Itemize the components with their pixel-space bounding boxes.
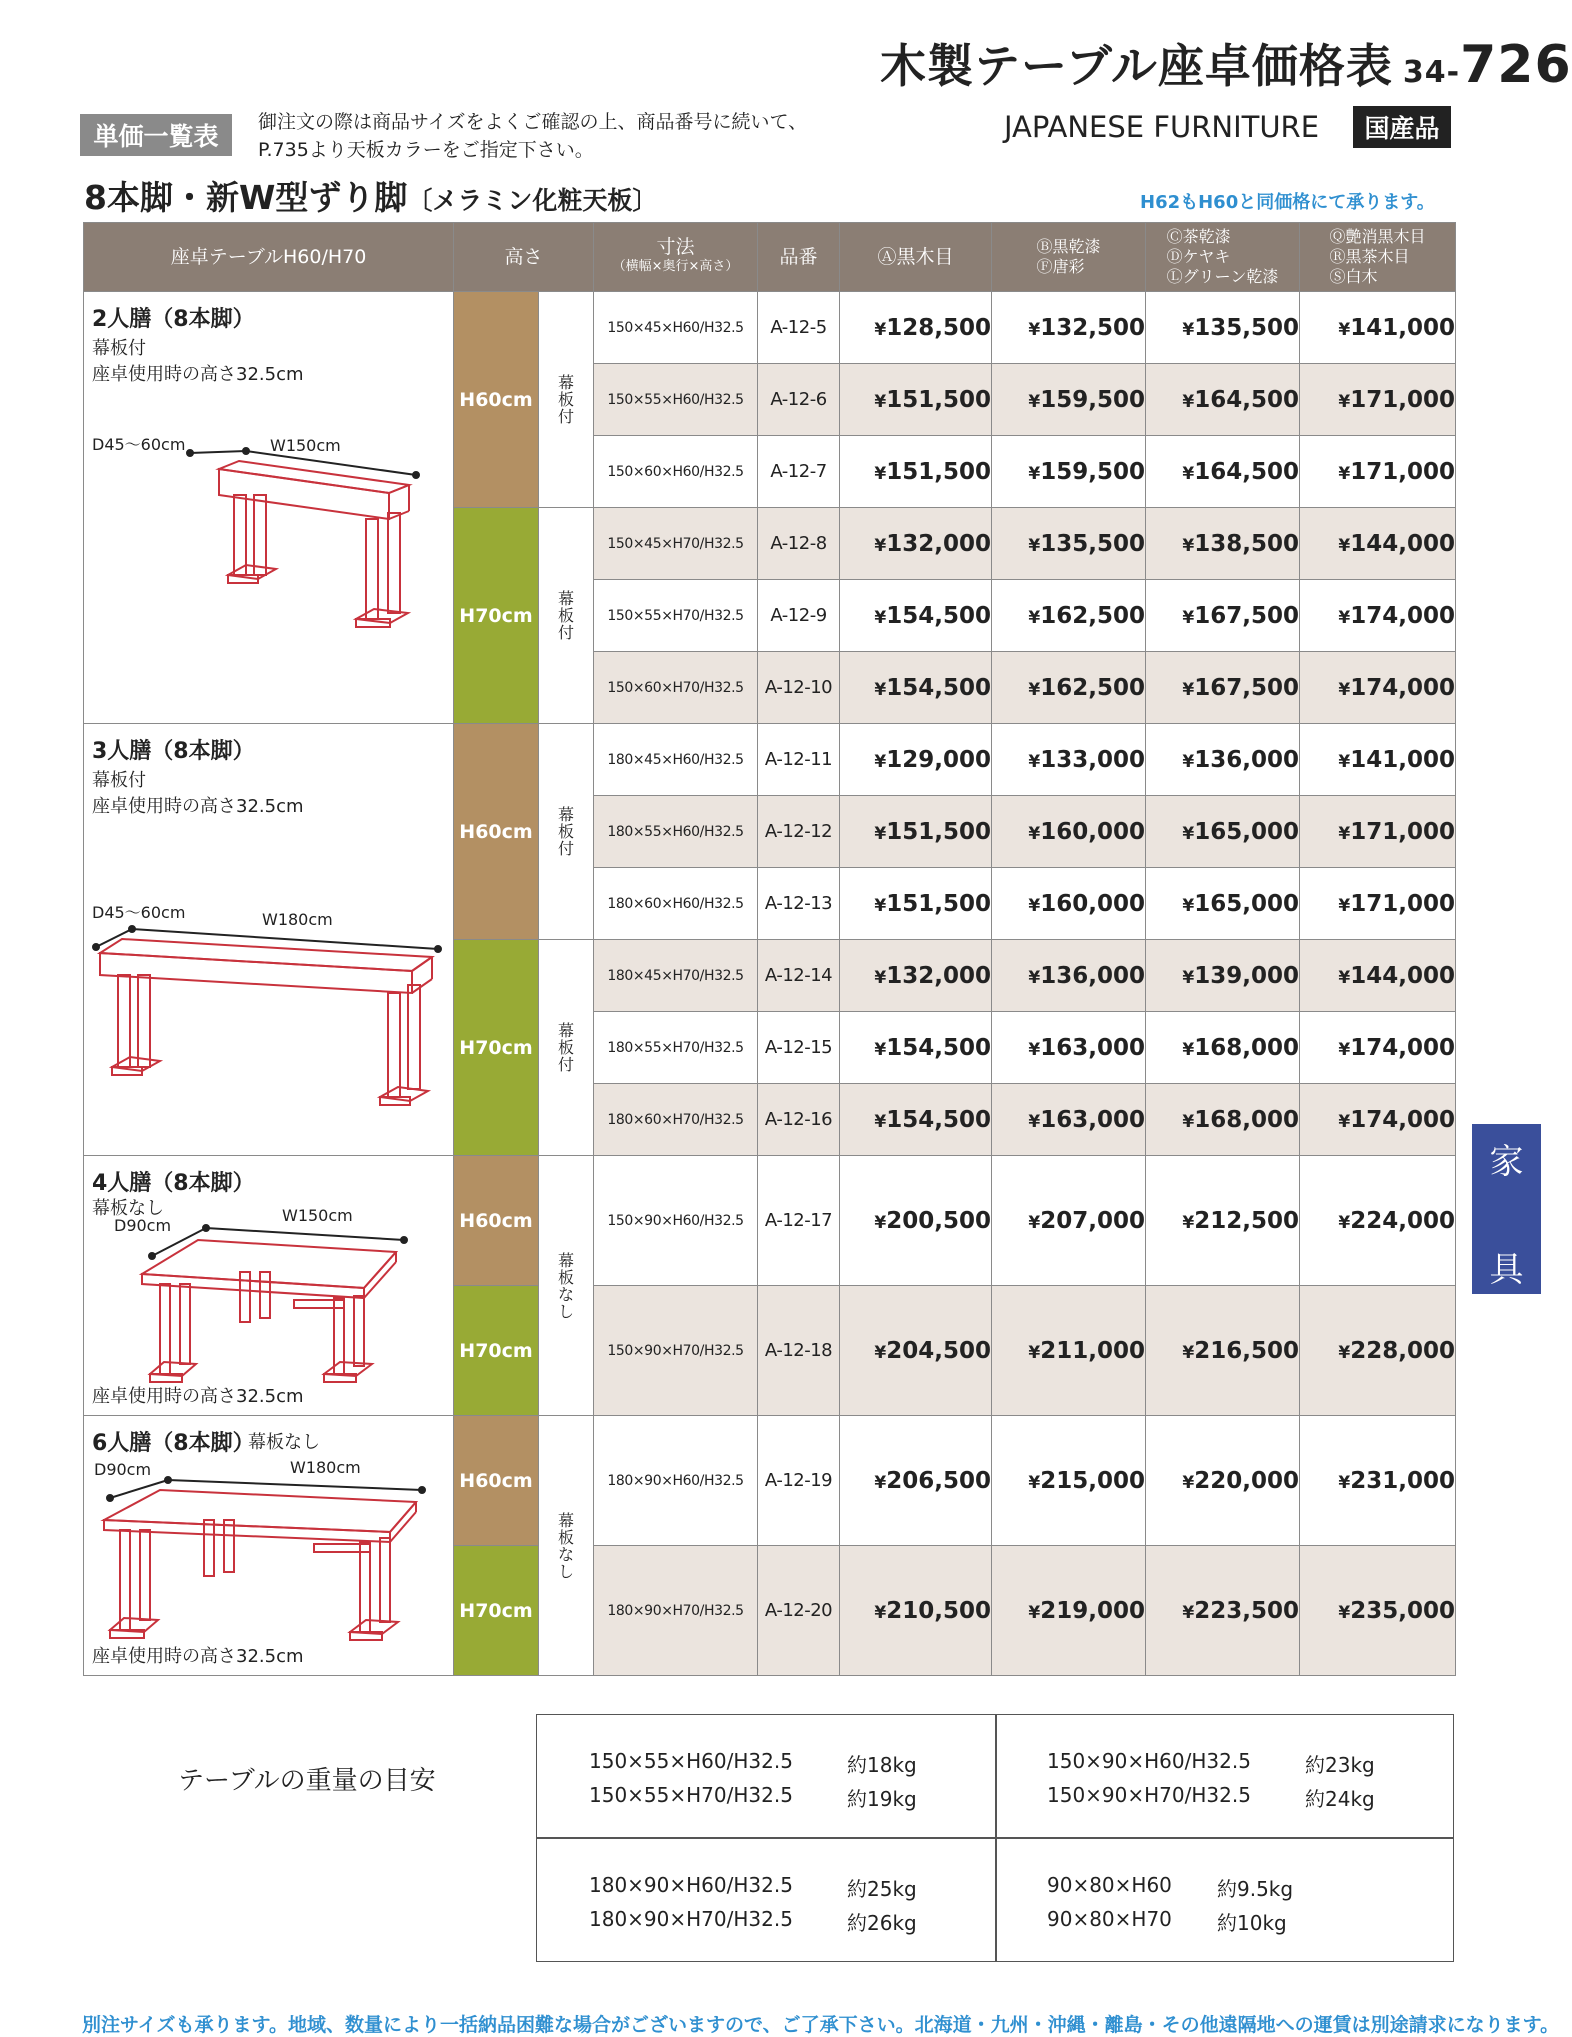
h62-note: H62もH60と同価格にて承ります。 bbox=[1140, 192, 1435, 213]
code-cell: A-12-10 bbox=[758, 652, 840, 724]
size-cell: 150×90×H70/H32.5 bbox=[594, 1286, 758, 1416]
price-q: ¥171,000 bbox=[1300, 796, 1456, 868]
code-cell: A-12-18 bbox=[758, 1286, 840, 1416]
header-color-a: Ⓐ黒木目 bbox=[840, 223, 992, 292]
price-c: ¥164,500 bbox=[1146, 364, 1300, 436]
header-table: 座卓テーブルH60/H70 bbox=[84, 223, 454, 292]
price-a: ¥151,500 bbox=[840, 364, 992, 436]
weight-kg: 約23kg bbox=[1305, 1753, 1375, 1777]
price-a: ¥200,500 bbox=[840, 1156, 992, 1286]
price-q: ¥141,000 bbox=[1300, 724, 1456, 796]
price-a: ¥204,500 bbox=[840, 1286, 992, 1416]
price-b: ¥159,500 bbox=[992, 364, 1146, 436]
header-color-b-1: Ⓑ黒乾漆 bbox=[1036, 237, 1101, 256]
price-list-badge: 単価一覧表 bbox=[80, 114, 232, 156]
size-cell: 150×60×H70/H32.5 bbox=[594, 652, 758, 724]
weight-item: 180×90×H70/H32.5 bbox=[589, 1907, 793, 1931]
price-q: ¥174,000 bbox=[1300, 1084, 1456, 1156]
dim-depth: D90cm bbox=[114, 1216, 172, 1235]
dim-width: W150cm bbox=[282, 1206, 353, 1225]
makuita-text: 幕板付 bbox=[558, 373, 575, 426]
size-cell: 180×90×H70/H32.5 bbox=[594, 1546, 758, 1676]
code-cell: A-12-20 bbox=[758, 1546, 840, 1676]
furniture-side-tab bbox=[1472, 1124, 1541, 1294]
group-6person bbox=[84, 1416, 454, 1676]
table-header-row bbox=[84, 223, 1456, 292]
category-label: JAPANESE FURNITURE bbox=[1004, 110, 1320, 144]
price-q: ¥144,000 bbox=[1300, 508, 1456, 580]
header-color-c-1: Ⓒ茶乾漆 bbox=[1166, 227, 1231, 246]
makuita-label bbox=[539, 1416, 594, 1676]
group-line2: 座卓使用時の高さ32.5cm bbox=[92, 1646, 304, 1667]
group-line2: 座卓使用時の高さ32.5cm bbox=[92, 1386, 304, 1407]
makuita-text: 幕板なし bbox=[558, 1510, 575, 1581]
price-q: ¥174,000 bbox=[1300, 652, 1456, 724]
height-h70: H70cm bbox=[454, 1546, 539, 1676]
weight-item: 150×90×H70/H32.5 bbox=[1047, 1783, 1251, 1807]
title-text: 木製テーブル座卓価格表 bbox=[880, 39, 1393, 93]
weight-kg: 約9.5kg bbox=[1217, 1877, 1294, 1901]
dim-depth: D45～60cm bbox=[92, 903, 186, 922]
price-c: ¥139,000 bbox=[1146, 940, 1300, 1012]
price-a: ¥151,500 bbox=[840, 796, 992, 868]
size-cell: 150×90×H60/H32.5 bbox=[594, 1156, 758, 1286]
code-cell: A-12-7 bbox=[758, 436, 840, 508]
group-line1: 幕板付 bbox=[92, 338, 146, 359]
weight-item: 150×55×H60/H32.5 bbox=[589, 1749, 793, 1773]
table-diagram-4person bbox=[134, 1216, 454, 1386]
price-c: ¥216,500 bbox=[1146, 1286, 1300, 1416]
makuita-text: 幕板付 bbox=[558, 1021, 575, 1074]
price-q: ¥171,000 bbox=[1300, 868, 1456, 940]
code-cell: A-12-16 bbox=[758, 1084, 840, 1156]
dim-width: W180cm bbox=[262, 910, 333, 929]
code-cell: A-12-14 bbox=[758, 940, 840, 1012]
price-a: ¥154,500 bbox=[840, 1012, 992, 1084]
header-color-b bbox=[992, 223, 1146, 292]
weight-item: 150×55×H70/H32.5 bbox=[589, 1783, 793, 1807]
price-b: ¥211,000 bbox=[992, 1286, 1146, 1416]
header-size bbox=[594, 223, 758, 292]
price-c: ¥136,000 bbox=[1146, 724, 1300, 796]
price-b: ¥135,500 bbox=[992, 508, 1146, 580]
price-q: ¥235,000 bbox=[1300, 1546, 1456, 1676]
price-c: ¥138,500 bbox=[1146, 508, 1300, 580]
header-color-q-2: Ⓡ黒茶木目 bbox=[1329, 247, 1410, 266]
group-line2: 座卓使用時の高さ32.5cm bbox=[92, 364, 304, 385]
size-cell: 180×45×H70/H32.5 bbox=[594, 940, 758, 1012]
code-cell: A-12-5 bbox=[758, 292, 840, 364]
code-cell: A-12-8 bbox=[758, 508, 840, 580]
weight-kg: 約25kg bbox=[847, 1877, 917, 1901]
table-diagram-3person bbox=[88, 919, 448, 1159]
code-cell: A-12-9 bbox=[758, 580, 840, 652]
price-b: ¥162,500 bbox=[992, 652, 1146, 724]
price-b: ¥133,000 bbox=[992, 724, 1146, 796]
weight-item: 90×80×H60 bbox=[1047, 1873, 1172, 1897]
dim-width: W150cm bbox=[270, 436, 341, 455]
price-table bbox=[83, 222, 1456, 1676]
table-diagram-6person bbox=[104, 1470, 454, 1650]
footer-note: 別注サイズも承ります。地域、数量により一括納品困難な場合がございますので、ご了承下さい。北海道・九州・沖縄・離島・その他遠隔地への運賃は別途請求になります。 bbox=[82, 2014, 1560, 2036]
order-notice bbox=[258, 108, 807, 164]
height-h70: H70cm bbox=[454, 1286, 539, 1416]
makuita-label bbox=[539, 292, 594, 508]
price-q: ¥171,000 bbox=[1300, 436, 1456, 508]
group-2person bbox=[84, 292, 454, 724]
price-b: ¥207,000 bbox=[992, 1156, 1146, 1286]
group-name: 6人膳（8本脚） bbox=[92, 1431, 255, 1456]
makuita-text: 幕板付 bbox=[558, 589, 575, 642]
origin-badge: 国産品 bbox=[1353, 106, 1451, 148]
price-a: ¥154,500 bbox=[840, 1084, 992, 1156]
price-a: ¥132,000 bbox=[840, 940, 992, 1012]
price-q: ¥174,000 bbox=[1300, 1012, 1456, 1084]
price-a: ¥151,500 bbox=[840, 868, 992, 940]
price-q: ¥228,000 bbox=[1300, 1286, 1456, 1416]
header-color-c-2: Ⓓケヤキ bbox=[1166, 247, 1231, 266]
weight-item: 150×90×H60/H32.5 bbox=[1047, 1749, 1251, 1773]
header-color-q-3: Ⓢ白木 bbox=[1329, 267, 1378, 286]
price-a: ¥210,500 bbox=[840, 1546, 992, 1676]
notice-line-1: 御注文の際は商品サイズをよくご確認の上、商品番号に続いて、 bbox=[258, 111, 808, 133]
dim-depth: D90cm bbox=[94, 1460, 152, 1479]
group-name: 2人膳（8本脚） bbox=[92, 307, 255, 332]
height-h60: H60cm bbox=[454, 724, 539, 940]
header-color-q-1: Ⓠ艶消黒木目 bbox=[1329, 227, 1426, 246]
header-color-q bbox=[1300, 223, 1456, 292]
table-row bbox=[84, 724, 1456, 796]
price-c: ¥165,000 bbox=[1146, 796, 1300, 868]
section-heading-main: 8本脚・新W型ずり脚 bbox=[84, 178, 408, 217]
price-c: ¥135,500 bbox=[1146, 292, 1300, 364]
side-tab-char-2: 具 bbox=[1489, 1250, 1524, 1290]
header-color-b-2: Ⓕ唐彩 bbox=[1036, 257, 1085, 276]
table-row bbox=[84, 292, 1456, 364]
size-cell: 180×55×H70/H32.5 bbox=[594, 1012, 758, 1084]
price-b: ¥163,000 bbox=[992, 1012, 1146, 1084]
code-cell: A-12-11 bbox=[758, 724, 840, 796]
price-c: ¥220,000 bbox=[1146, 1416, 1300, 1546]
header-code: 品番 bbox=[758, 223, 840, 292]
price-a: ¥128,500 bbox=[840, 292, 992, 364]
price-a: ¥154,500 bbox=[840, 580, 992, 652]
price-q: ¥231,000 bbox=[1300, 1416, 1456, 1546]
price-c: ¥168,000 bbox=[1146, 1084, 1300, 1156]
makuita-label bbox=[539, 1156, 594, 1416]
price-b: ¥160,000 bbox=[992, 796, 1146, 868]
dim-width: W180cm bbox=[290, 1458, 361, 1477]
price-q: ¥174,000 bbox=[1300, 580, 1456, 652]
price-c: ¥168,000 bbox=[1146, 1012, 1300, 1084]
section-heading-sub: 〔メラミン化粧天板〕 bbox=[407, 186, 658, 215]
price-b: ¥160,000 bbox=[992, 868, 1146, 940]
height-h60: H60cm bbox=[454, 292, 539, 508]
section-heading bbox=[84, 172, 657, 219]
makuita-text: 幕板なし bbox=[558, 1250, 575, 1321]
group-line1: 幕板なし bbox=[248, 1432, 320, 1453]
price-b: ¥136,000 bbox=[992, 940, 1146, 1012]
weight-item: 180×90×H60/H32.5 bbox=[589, 1873, 793, 1897]
price-b: ¥215,000 bbox=[992, 1416, 1146, 1546]
price-q: ¥141,000 bbox=[1300, 292, 1456, 364]
price-q: ¥144,000 bbox=[1300, 940, 1456, 1012]
height-h60: H60cm bbox=[454, 1416, 539, 1546]
price-a: ¥129,000 bbox=[840, 724, 992, 796]
size-cell: 150×55×H70/H32.5 bbox=[594, 580, 758, 652]
group-name: 4人膳（8本脚） bbox=[92, 1171, 255, 1196]
code-cell: A-12-19 bbox=[758, 1416, 840, 1546]
weight-box-divider-h bbox=[537, 1837, 1453, 1839]
price-b: ¥162,500 bbox=[992, 580, 1146, 652]
price-c: ¥212,500 bbox=[1146, 1156, 1300, 1286]
weight-item: 90×80×H70 bbox=[1047, 1907, 1172, 1931]
price-a: ¥206,500 bbox=[840, 1416, 992, 1546]
weight-kg: 約24kg bbox=[1305, 1787, 1375, 1811]
height-h70: H70cm bbox=[454, 940, 539, 1156]
group-line1: 幕板付 bbox=[92, 770, 146, 791]
size-cell: 180×60×H60/H32.5 bbox=[594, 868, 758, 940]
price-q: ¥171,000 bbox=[1300, 364, 1456, 436]
height-h70: H70cm bbox=[454, 508, 539, 724]
group-3person bbox=[84, 724, 454, 1156]
code-cell: A-12-17 bbox=[758, 1156, 840, 1286]
size-cell: 180×55×H60/H32.5 bbox=[594, 796, 758, 868]
makuita-label bbox=[539, 724, 594, 940]
code-cell: A-12-12 bbox=[758, 796, 840, 868]
header-color-c bbox=[1146, 223, 1300, 292]
group-4person bbox=[84, 1156, 454, 1416]
price-a: ¥154,500 bbox=[840, 652, 992, 724]
price-c: ¥167,500 bbox=[1146, 580, 1300, 652]
size-cell: 150×60×H60/H32.5 bbox=[594, 436, 758, 508]
weight-label: テーブルの重量の目安 bbox=[178, 1766, 436, 1796]
makuita-text: 幕板付 bbox=[558, 805, 575, 858]
price-a: ¥132,000 bbox=[840, 508, 992, 580]
price-q: ¥224,000 bbox=[1300, 1156, 1456, 1286]
table-row bbox=[84, 1156, 1456, 1286]
makuita-label bbox=[539, 940, 594, 1156]
table-row bbox=[84, 1416, 1456, 1546]
weight-box bbox=[536, 1714, 1454, 1962]
group-line2: 座卓使用時の高さ32.5cm bbox=[92, 796, 304, 817]
size-cell: 150×55×H60/H32.5 bbox=[594, 364, 758, 436]
size-cell: 150×45×H70/H32.5 bbox=[594, 508, 758, 580]
side-tab-char-1: 家 bbox=[1489, 1142, 1524, 1182]
price-a: ¥151,500 bbox=[840, 436, 992, 508]
header-size-main: 寸法 bbox=[656, 236, 695, 258]
price-c: ¥223,500 bbox=[1146, 1546, 1300, 1676]
makuita-label bbox=[539, 508, 594, 724]
table-diagram-2person bbox=[134, 447, 434, 762]
size-cell: 150×45×H60/H32.5 bbox=[594, 292, 758, 364]
weight-kg: 約19kg bbox=[847, 1787, 917, 1811]
group-line1: 幕板なし bbox=[92, 1198, 164, 1219]
page-prefix: 34- bbox=[1402, 55, 1461, 90]
price-b: ¥163,000 bbox=[992, 1084, 1146, 1156]
size-cell: 180×90×H60/H32.5 bbox=[594, 1416, 758, 1546]
notice-line-2: P.735より天板カラーをご指定下さい。 bbox=[258, 139, 594, 161]
weight-kg: 約10kg bbox=[1217, 1911, 1287, 1935]
page-title bbox=[880, 30, 1572, 96]
height-h60: H60cm bbox=[454, 1156, 539, 1286]
price-c: ¥164,500 bbox=[1146, 436, 1300, 508]
weight-kg: 約26kg bbox=[847, 1911, 917, 1935]
code-cell: A-12-6 bbox=[758, 364, 840, 436]
size-cell: 180×45×H60/H32.5 bbox=[594, 724, 758, 796]
header-height: 高さ bbox=[454, 223, 594, 292]
weight-kg: 約18kg bbox=[847, 1753, 917, 1777]
group-name: 3人膳（8本脚） bbox=[92, 739, 255, 764]
price-b: ¥132,500 bbox=[992, 292, 1146, 364]
header-size-sub: （横幅×奥行×高さ） bbox=[612, 259, 739, 274]
code-cell: A-12-13 bbox=[758, 868, 840, 940]
header-color-c-3: Ⓛグリーン乾漆 bbox=[1166, 267, 1279, 286]
price-c: ¥165,000 bbox=[1146, 868, 1300, 940]
price-b: ¥159,500 bbox=[992, 436, 1146, 508]
price-c: ¥167,500 bbox=[1146, 652, 1300, 724]
page-number: 726 bbox=[1460, 35, 1572, 95]
dim-depth: D45～60cm bbox=[92, 435, 186, 454]
price-b: ¥219,000 bbox=[992, 1546, 1146, 1676]
code-cell: A-12-15 bbox=[758, 1012, 840, 1084]
size-cell: 180×60×H70/H32.5 bbox=[594, 1084, 758, 1156]
